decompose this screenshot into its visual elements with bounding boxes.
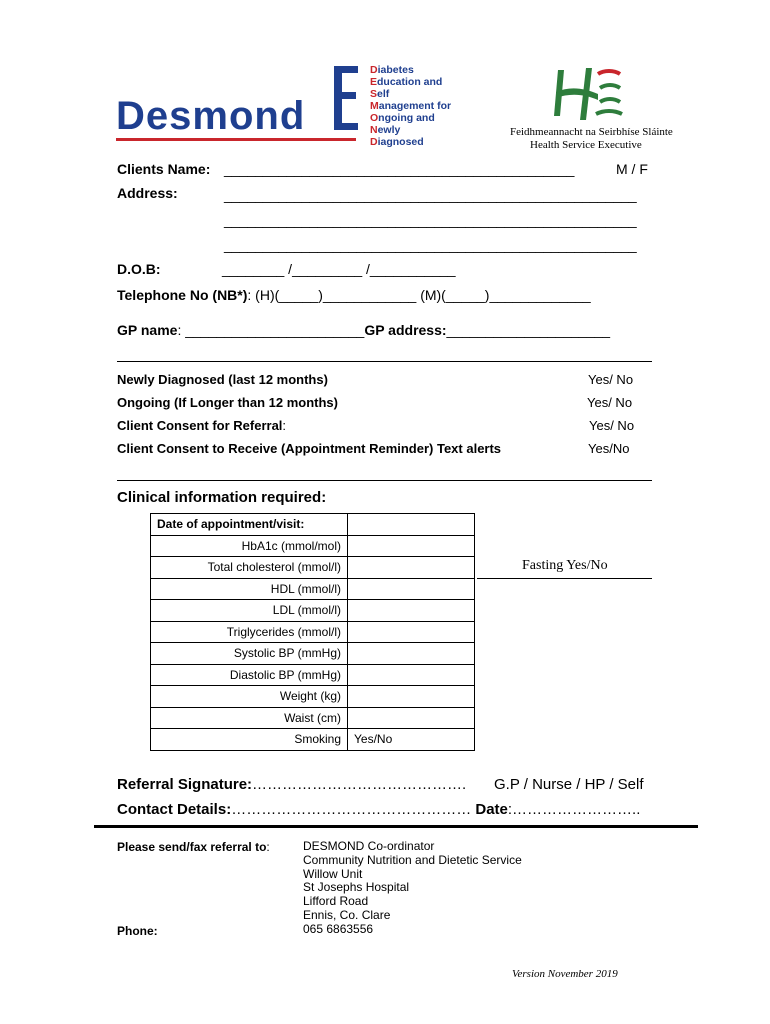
telephone-label: Telephone No (NB*) (117, 287, 248, 303)
clients-name-field[interactable]: _____________________________________________ (224, 161, 575, 177)
address-line: St Josephs Hospital (303, 880, 410, 895)
gp-name-field[interactable]: : _______________________ (177, 322, 365, 338)
gender-option[interactable]: M / F (616, 161, 648, 177)
table-row (151, 535, 475, 557)
clinical-row-value[interactable] (348, 557, 475, 579)
telephone-field[interactable]: : (H)(_____)____________ (M)(_____)_____________ (247, 287, 591, 303)
clinical-row-label: HDL (mmol/l) (151, 578, 348, 600)
divider (117, 480, 652, 481)
contact-details-label: Contact Details: (117, 801, 232, 818)
gp-name-label: GP name (117, 322, 178, 338)
clinical-row-value[interactable] (348, 686, 475, 708)
clinical-row-label: Total cholesterol (mmol/l) (151, 557, 348, 579)
send-address-block (303, 840, 522, 937)
address-label: Address: (117, 185, 178, 201)
address-line: Willow Unit (303, 866, 363, 881)
table-row (151, 643, 475, 665)
question-answer[interactable]: Yes/ No (587, 395, 633, 410)
table-row (151, 621, 475, 643)
hse-emblem-icon (540, 64, 630, 126)
table-row (151, 707, 475, 729)
question-answer[interactable]: Yes/ No (589, 418, 635, 433)
send-referral-label: Please send/fax referral to (117, 840, 267, 854)
clinical-row-value[interactable] (348, 578, 475, 600)
gp-address-label: GP address: (364, 322, 447, 338)
clinical-row-value[interactable] (348, 621, 475, 643)
address-line: Lifford Road (303, 894, 369, 909)
contact-row (117, 801, 640, 818)
date-of-appointment-cell[interactable] (348, 514, 475, 536)
question-label: Client Consent to Receive (Appointment Reminder) Text alerts (117, 441, 502, 456)
address-line: DESMOND Co-ordinator (303, 839, 435, 853)
table-row (151, 729, 475, 751)
clients-name-label: Clients Name: (117, 161, 211, 177)
desmond-mark-top (338, 66, 358, 73)
question-answer[interactable]: Yes/No (588, 441, 630, 456)
table-row (151, 557, 475, 579)
clinical-row-label: Smoking (151, 729, 348, 751)
contact-details-field[interactable]: ………………………………………… (231, 801, 472, 818)
table-row (151, 514, 475, 536)
phone-number: 065 6863556 (303, 921, 374, 936)
clinical-row-value[interactable] (348, 707, 475, 729)
desmond-underline (116, 138, 356, 141)
table-row (151, 578, 475, 600)
send-referral-row: Please send/fax referral to: (117, 840, 270, 854)
signature-row (117, 776, 466, 793)
hse-english-name: Health Service Executive (530, 139, 642, 151)
dob-label: D.O.B: (117, 261, 161, 277)
clinical-row-label: Triglycerides (mmol/l) (151, 621, 348, 643)
clinical-row-label: Diastolic BP (mmHg) (151, 664, 348, 686)
address-line-1[interactable]: _____________________________________________________ (224, 187, 637, 203)
date-of-appointment-label: Date of appointment/visit: (151, 514, 348, 536)
clinical-row-label: Systolic BP (mmHg) (151, 643, 348, 665)
address-line-2[interactable]: _____________________________________________________ (224, 212, 637, 228)
clinical-row-value[interactable]: Yes/No (348, 729, 475, 751)
dob-field[interactable]: ________ /_________ /___________ (222, 261, 456, 277)
clinical-row-label: Waist (cm) (151, 707, 348, 729)
clinical-row-label: LDL (mmol/l) (151, 600, 348, 622)
date-label: Date (475, 801, 508, 818)
clinical-row-value[interactable] (348, 643, 475, 665)
fasting-underline (477, 578, 652, 579)
question-label: Newly Diagnosed (last 12 months) (117, 372, 328, 387)
gp-row (117, 322, 610, 338)
clinical-row-value[interactable] (348, 600, 475, 622)
address-line-3[interactable]: _____________________________________________________ (224, 237, 637, 253)
question-label: Ongoing (If Longer than 12 months) (117, 395, 338, 410)
table-row (151, 686, 475, 708)
fasting-option[interactable]: Fasting Yes/No (522, 558, 608, 573)
clinical-row-value[interactable] (348, 664, 475, 686)
clinical-heading: Clinical information required: (117, 489, 327, 506)
hse-logo (500, 64, 673, 152)
desmond-mark (334, 66, 342, 130)
desmond-wordmark: Desmond (116, 94, 306, 138)
clinical-table (150, 513, 475, 751)
referral-signature-field[interactable]: ……………………………………. (252, 776, 467, 793)
desmond-acronym: Diabetes Education and Self Management for Ongoing and Newly Diagnosed (370, 64, 452, 148)
table-row (151, 600, 475, 622)
desmond-mark-bottom (338, 123, 358, 130)
referrer-role-options[interactable]: G.P / Nurse / HP / Self (494, 776, 644, 793)
gp-address-field[interactable]: _____________________ (446, 322, 611, 338)
referral-signature-label: Referral Signature: (117, 776, 253, 793)
clinical-row-value[interactable] (348, 535, 475, 557)
desmond-logo (116, 64, 476, 146)
divider (117, 361, 652, 362)
clinical-row-label: HbA1c (mmol/mol) (151, 535, 348, 557)
hse-irish-name: Feidhmeannacht na Seirbhíse Sláinte (510, 126, 673, 138)
telephone-row (117, 287, 591, 303)
question-label: Client Consent for Referral (117, 418, 283, 433)
thick-divider (94, 825, 698, 828)
question-row: Client Consent for Referral: (117, 418, 287, 433)
clinical-row-label: Weight (kg) (151, 686, 348, 708)
question-answer[interactable]: Yes/ No (588, 372, 634, 387)
table-row (151, 664, 475, 686)
version-note: Version November 2019 (512, 968, 618, 980)
date-field[interactable]: :…………………….. (507, 801, 641, 818)
desmond-mark-mid (342, 92, 356, 99)
phone-label: Phone: (117, 924, 158, 938)
address-line: Ennis, Co. Clare (303, 907, 391, 922)
address-line: Community Nutrition and Dietetic Service (303, 852, 522, 867)
